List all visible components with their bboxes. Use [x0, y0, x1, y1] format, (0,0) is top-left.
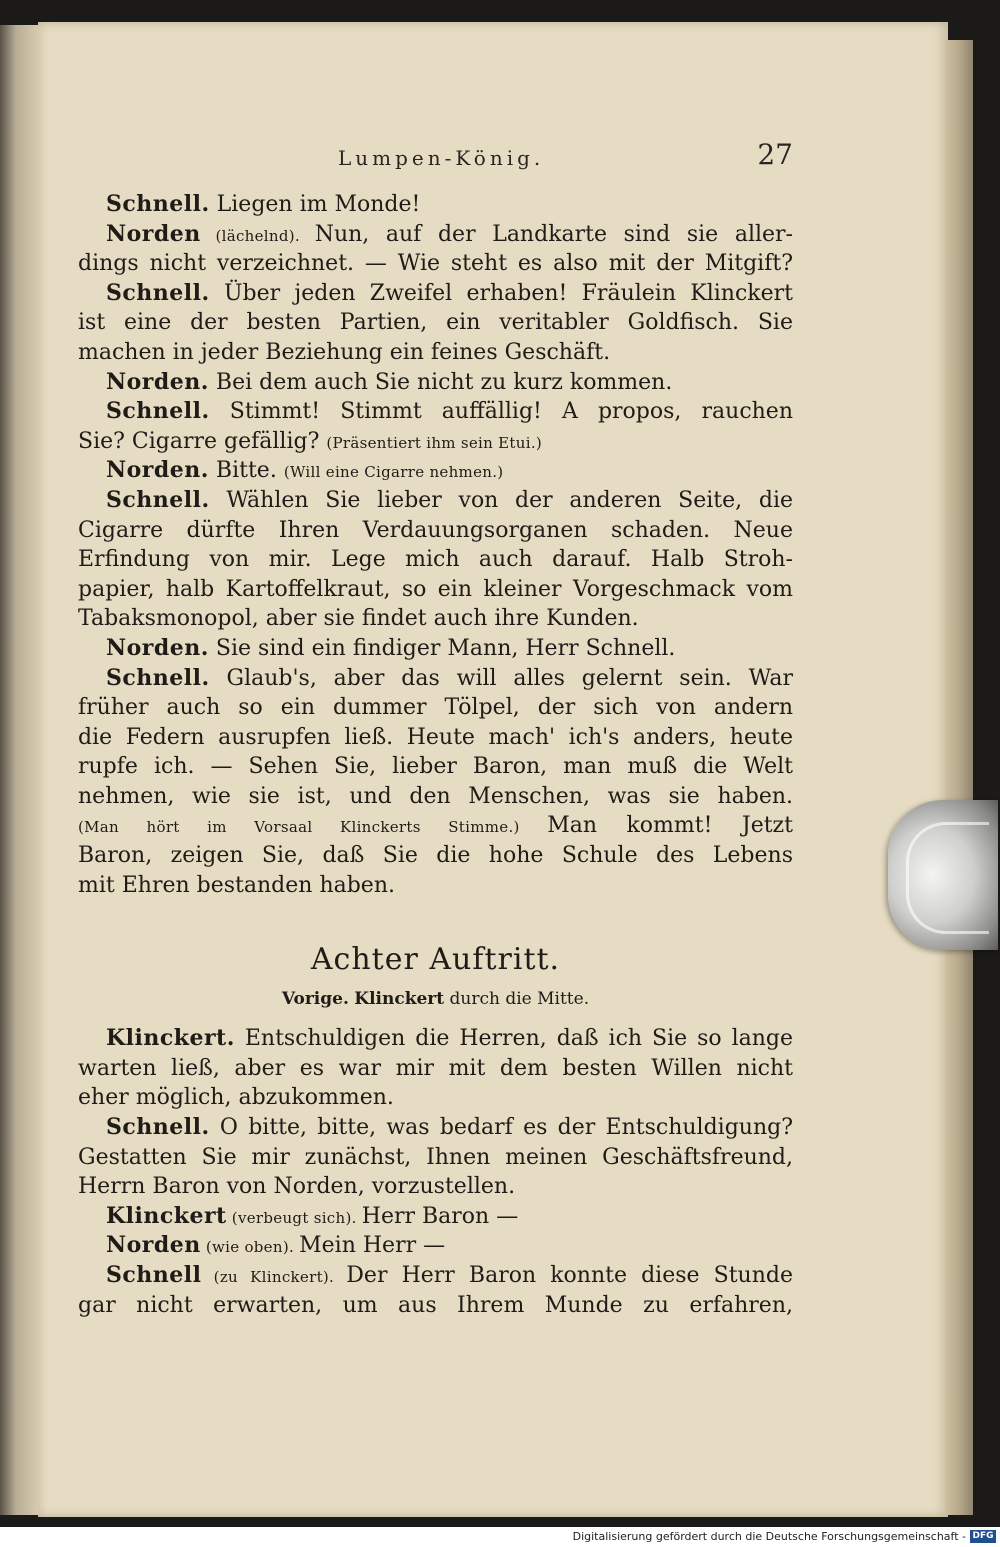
line-text: früher auch so ein dummer Tölpel, der sich von andern	[78, 695, 793, 721]
line-text: Cigarre dürfte Ihren Verdauungsorganen schaden. Neue	[78, 517, 793, 543]
text-line	[78, 1143, 793, 1173]
scene-direction-rest: durch die Mitte.	[449, 989, 590, 1010]
text-line	[78, 871, 793, 901]
speaker-name: Schnell.	[106, 191, 210, 217]
text-line	[78, 220, 793, 250]
text-line	[78, 308, 793, 338]
line-text: machen in jeder Beziehung ein feines Geschäft.	[78, 339, 611, 365]
line-text: dings nicht verzeichnet. — Wie steht es also mit der Mitgift?	[78, 251, 793, 277]
text-line	[78, 723, 793, 753]
speaker-name: Schnell.	[106, 279, 210, 306]
speaker-name: Norden.	[106, 457, 209, 484]
line-text: papier, halb Kartoffelkraut, so ein kleiner Vorgeschmack vom	[78, 576, 793, 602]
page-clip	[888, 800, 998, 950]
line-text: Herr Baron —	[361, 1203, 519, 1229]
stage-direction: (verbeugt sich).	[226, 1208, 362, 1227]
text-line	[78, 841, 793, 871]
speaker-name: Norden	[106, 1232, 201, 1259]
line-text: Mein Herr —	[299, 1233, 446, 1259]
text-line	[78, 427, 793, 457]
text-line	[78, 1231, 793, 1261]
line-text: die Federn ausrupfen ließ. Heute mach' ich's anders, heute	[78, 724, 793, 750]
text-line	[78, 279, 793, 309]
text-line	[78, 604, 793, 634]
line-text: Bei dem auch Sie nicht zu kurz kommen.	[208, 369, 673, 395]
text-line	[78, 1261, 793, 1291]
scene-direction-vorige: Vorige.	[281, 989, 349, 1010]
line-text: Liegen im Monde!	[209, 192, 421, 217]
text-line	[78, 1202, 793, 1232]
line-text: Baron, zeigen Sie, daß Sie die hohe Schule des Lebens	[78, 843, 793, 869]
text-line	[78, 782, 793, 812]
text-line	[78, 634, 793, 664]
main-text	[78, 190, 793, 1320]
text-line	[78, 516, 793, 546]
line-text: Erfindung von mir. Lege mich auch darauf. Halb Stroh-	[78, 547, 793, 573]
line-text: warten ließ, aber es war mir mit dem besten Willen nicht	[78, 1055, 793, 1081]
text-line	[78, 456, 793, 486]
speaker-name: Schnell	[106, 1262, 202, 1288]
speaker-name: Schnell.	[106, 664, 210, 691]
text-line	[78, 752, 793, 782]
line-text: Herrn Baron von Norden, vorzustellen.	[78, 1174, 516, 1200]
text-line	[78, 190, 793, 220]
speaker-name: Klinckert	[106, 1202, 227, 1229]
stage-direction: (Man hört im Vorsaal Klinckerts Stimme.)	[78, 818, 548, 837]
line-text: Sie sind ein findiger Mann, Herr Schnell.	[208, 635, 676, 661]
line-text: Bitte.	[208, 458, 284, 484]
stage-direction: (wie oben).	[200, 1238, 300, 1257]
previous-page-edge	[0, 25, 40, 1515]
text-line	[78, 811, 793, 841]
text-line	[78, 338, 793, 368]
dialogue-block-2	[78, 1024, 793, 1320]
text-line	[78, 1172, 793, 1202]
line-text: Gestatten Sie mir zunächst, Ihnen meinen Geschäftsfreund,	[78, 1144, 793, 1170]
text-line	[78, 1054, 793, 1084]
text-line	[78, 545, 793, 575]
scene-direction-klinckert: Klinckert	[354, 989, 445, 1010]
dialogue-block-1	[78, 190, 793, 900]
line-text: O bitte, bitte, was bedarf es der Entschuldigung?	[209, 1115, 793, 1141]
stage-direction: (Will eine Cigarre nehmen.)	[283, 463, 504, 482]
text-line	[78, 575, 793, 605]
line-text: Man kommt! Jetzt	[547, 813, 793, 839]
text-line	[78, 1024, 793, 1054]
line-text: Über jeden Zweifel erhaben! Fräulein Klinckert	[209, 280, 793, 306]
speaker-name: Norden.	[106, 368, 209, 395]
speaker-name: Schnell.	[106, 398, 210, 425]
speaker-name: Norden	[106, 220, 201, 247]
speaker-name: Schnell.	[106, 486, 210, 513]
dfg-logo: DFG	[970, 1530, 996, 1543]
text-line	[78, 1291, 793, 1321]
scene-title: Achter Auftritt.	[310, 942, 561, 978]
stage-direction: (zu Klinckert).	[201, 1268, 347, 1286]
text-line	[78, 368, 793, 398]
line-text: ist eine der besten Partien, ein veritabler Goldfisch. Sie	[78, 310, 793, 336]
text-line	[78, 664, 793, 694]
stage-direction: (lächelnd).	[200, 226, 315, 245]
page-number: 27	[757, 138, 793, 171]
line-text: Der Herr Baron konnte diese Stunde	[346, 1263, 794, 1288]
text-line	[78, 397, 793, 427]
text-line	[78, 1113, 793, 1143]
line-text: Entschuldigen die Herren, daß ich Sie so lange	[234, 1026, 793, 1052]
running-head: Lumpen-König.	[338, 146, 545, 170]
line-text: nehmen, wie sie ist, und den Menschen, was sie haben.	[78, 783, 793, 809]
page-stack-edge	[945, 40, 973, 1515]
line-text: Stimmt! Stimmt auffällig! A propos, rauchen	[209, 399, 793, 425]
line-text: Sie? Cigarre gefällig?	[78, 428, 327, 454]
speaker-name: Klinckert.	[106, 1025, 235, 1052]
line-text: rupfe ich. — Sehen Sie, lieber Baron, man muß die Welt	[78, 754, 793, 780]
line-text: gar nicht erwarten, um aus Ihrem Munde zu erfahren,	[78, 1292, 793, 1318]
text-line	[78, 693, 793, 723]
text-line	[78, 1083, 793, 1113]
scene-direction	[78, 984, 793, 1024]
text-line	[78, 486, 793, 516]
footer-bar	[0, 1527, 1000, 1547]
footer-credit: Digitalisierung gefördert durch die Deutsche Forschungsgemeinschaft -	[572, 1530, 966, 1543]
line-text: Glaub's, aber das will alles gelernt sein. War	[209, 665, 793, 691]
line-text: Wählen Sie lieber von der anderen Seite, die	[209, 487, 793, 513]
line-text: Tabaksmonopol, aber sie findet auch ihre Kunden.	[78, 606, 639, 632]
page-header	[78, 138, 793, 178]
line-text: mit Ehren bestanden haben.	[78, 872, 395, 898]
stage-direction: (Präsentiert ihm sein Etui.)	[326, 433, 543, 452]
line-text: eher möglich, abzukommen.	[78, 1085, 394, 1111]
speaker-name: Norden.	[106, 634, 209, 661]
line-text: Nun, auf der Landkarte sind sie aller-	[314, 221, 793, 247]
text-line	[78, 249, 793, 279]
speaker-name: Schnell.	[106, 1114, 210, 1141]
